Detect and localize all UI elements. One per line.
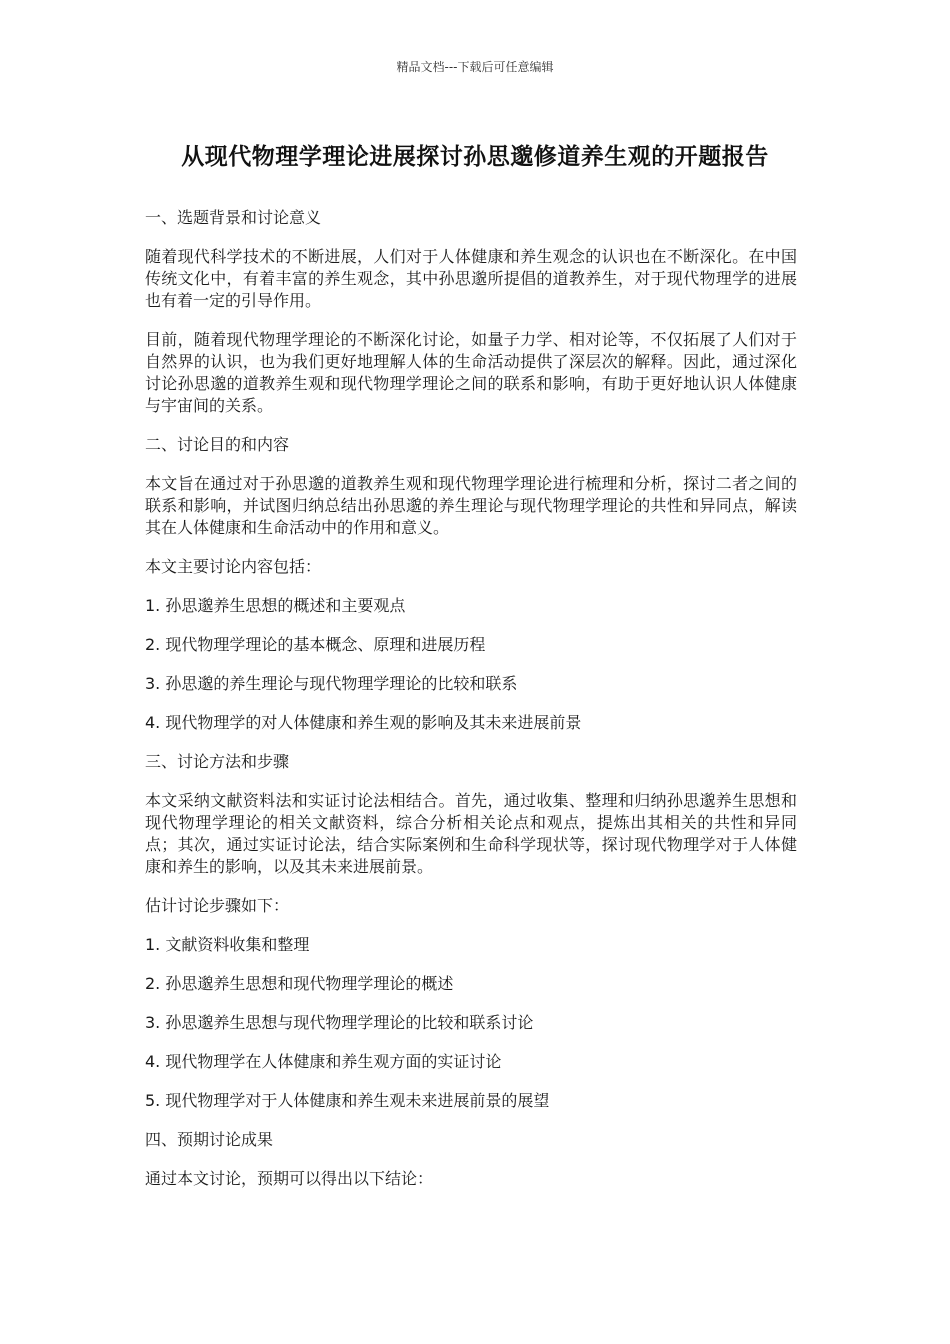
list-item: 5. 现代物理学对于人体健康和养生观未来进展前景的展望 bbox=[145, 1091, 550, 1110]
paragraph: 通过本文讨论，预期可以得出以下结论： bbox=[145, 1169, 434, 1188]
list-item: 1. 文献资料收集和整理 bbox=[145, 935, 310, 954]
list-item: 1. 孙思邈养生思想的概述和主要观点 bbox=[145, 596, 406, 615]
paragraph: 随着现代科学技术的不断进展，人们对于人体健康和养生观念的认识也在不断深化。在中国传统文化中，有着丰富的养生观念，其中孙思邈所提倡的道教养生，对于现代物理学的进展也有着一定的引导作用。 bbox=[145, 247, 797, 310]
paragraph: 目前，随着现代物理学理论的不断深化讨论，如量子力学、相对论等，不仅拓展了人们对于自然界的认识，也为我们更好地理解人体的生命活动提供了深层次的解释。因此，通过深化讨论孙思邈的道教养生观和现代物理学理论之间的联系和影响，有助于更好地认识人体健康与宇宙间的关系。 bbox=[145, 330, 797, 415]
section-heading-outcomes: 四、预期讨论成果 bbox=[145, 1130, 274, 1149]
header-note: 精品文档---下载后可任意编辑 bbox=[396, 60, 554, 74]
list-item: 4. 现代物理学在人体健康和养生观方面的实证讨论 bbox=[145, 1052, 502, 1071]
paragraph: 本文旨在通过对于孙思邈的道教养生观和现代物理学理论进行梳理和分析，探讨二者之间的联系和影响，并试图归纳总结出孙思邈的养生理论与现代物理学理论的共性和异同点，解读其在人体健康和生命活动中的作用和意义。 bbox=[145, 474, 797, 537]
list-item: 3. 孙思邈的养生理论与现代物理学理论的比较和联系 bbox=[145, 674, 518, 693]
paragraph: 本文主要讨论内容包括： bbox=[145, 557, 322, 576]
document-title: 从现代物理学理论进展探讨孙思邈修道养生观的开题报告 bbox=[181, 144, 769, 170]
list-item: 2. 孙思邈养生思想和现代物理学理论的概述 bbox=[145, 974, 454, 993]
list-item: 2. 现代物理学理论的基本概念、原理和进展历程 bbox=[145, 635, 486, 654]
document-body bbox=[145, 207, 797, 1207]
paragraph: 本文采纳文献资料法和实证讨论法相结合。首先，通过收集、整理和归纳孙思邈养生思想和现代物理学理论的相关文献资料，综合分析相关论点和观点，提炼出其相关的共性和异同点；其次，通过实证讨论法，结合实际案例和生命科学现状等，探讨现代物理学对于人体健康和养生的影响，以及其未来进展前景。 bbox=[145, 791, 797, 876]
section-heading-methods: 三、讨论方法和步骤 bbox=[145, 752, 290, 771]
paragraph: 估计讨论步骤如下： bbox=[145, 896, 290, 915]
list-item: 3. 孙思邈养生思想与现代物理学理论的比较和联系讨论 bbox=[145, 1013, 534, 1032]
section-heading-background: 一、选题背景和讨论意义 bbox=[145, 208, 322, 227]
list-item: 4. 现代物理学的对人体健康和养生观的影响及其未来进展前景 bbox=[145, 713, 582, 732]
section-heading-purpose: 二、讨论目的和内容 bbox=[145, 435, 290, 454]
